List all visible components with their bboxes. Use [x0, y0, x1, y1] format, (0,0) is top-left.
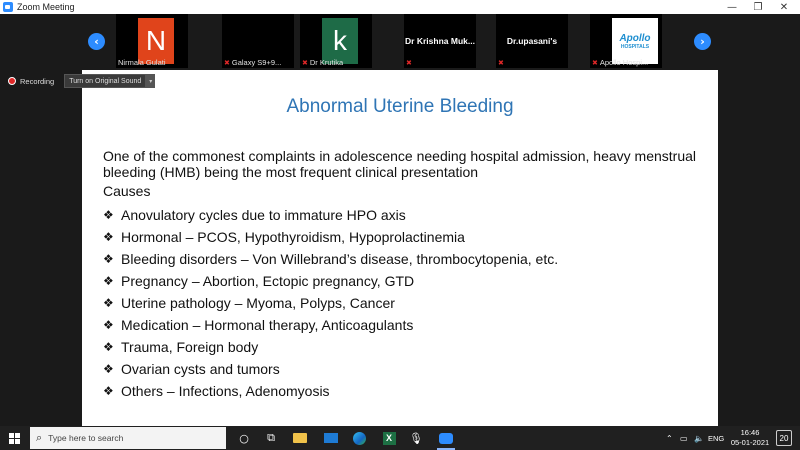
participant-status-row	[498, 58, 506, 67]
bullet-text: Uterine pathology – Myoma, Polyps, Cancer	[121, 295, 395, 311]
taskbar-clock[interactable]	[728, 428, 772, 448]
list-item	[103, 270, 558, 292]
participant-tile[interactable]	[496, 14, 568, 68]
muted-mic-icon: ✖	[592, 60, 598, 67]
task-view-icon[interactable]: ⧉	[267, 431, 275, 444]
microphone-icon[interactable]: 🎙	[409, 431, 423, 445]
taskbar-search[interactable]	[30, 427, 226, 449]
participant-name-row	[302, 58, 343, 67]
participant-tile[interactable]	[222, 14, 294, 68]
participant-tile[interactable]	[300, 14, 372, 68]
bullet-text: Others – Infections, Adenomyosis	[121, 383, 330, 399]
list-item	[103, 336, 558, 358]
start-button[interactable]	[0, 426, 28, 450]
avatar: k	[322, 18, 358, 64]
bullet-text: Pregnancy – Abortion, Ectopic pregnancy, GTD	[121, 273, 415, 289]
window-title: Zoom Meeting	[17, 2, 75, 12]
windows-taskbar	[0, 426, 800, 450]
participant-tile[interactable]	[116, 14, 188, 68]
notifications-badge[interactable]: 20	[776, 430, 792, 446]
edge-browser-icon[interactable]	[350, 429, 368, 447]
participant-tile[interactable]	[404, 14, 476, 68]
participant-gallery	[0, 14, 800, 70]
muted-mic-icon: ✖	[406, 60, 412, 67]
list-item	[103, 358, 558, 380]
list-item	[103, 292, 558, 314]
gallery-next-button[interactable]: ›	[694, 33, 711, 50]
file-explorer-icon[interactable]	[291, 429, 309, 447]
list-item	[103, 226, 558, 248]
minimize-button[interactable]: —	[727, 1, 737, 13]
network-icon[interactable]: ▭	[680, 433, 688, 443]
mail-icon[interactable]	[322, 429, 340, 447]
participant-name: Dr.upasani's	[506, 36, 558, 46]
list-item	[103, 248, 558, 270]
window-titlebar	[0, 0, 800, 14]
participant-tile[interactable]	[590, 14, 662, 68]
search-placeholder: Type here to search	[48, 433, 124, 443]
show-hidden-icons-chevron-icon[interactable]: ⌃	[666, 433, 673, 443]
chevron-down-icon[interactable]: ▾	[146, 74, 155, 88]
diamond-bullet-icon: ❖	[103, 362, 114, 376]
maximize-button[interactable]: ❐	[753, 1, 763, 13]
diamond-bullet-icon: ❖	[103, 230, 114, 244]
list-item	[103, 380, 558, 402]
slide-title: Abnormal Uterine Bleeding	[286, 96, 514, 117]
participant-name-row	[224, 58, 281, 67]
excel-icon[interactable]: X	[380, 429, 398, 447]
participant-name: Dr Krishna Muk...	[405, 36, 475, 46]
zoom-app-icon	[3, 2, 13, 12]
diamond-bullet-icon: ❖	[103, 384, 114, 398]
volume-icon[interactable]: 🔈	[694, 433, 704, 443]
diamond-bullet-icon: ❖	[103, 318, 114, 332]
recording-dot-icon	[8, 77, 16, 85]
language-indicator[interactable]: ENG	[708, 433, 725, 443]
original-sound-button[interactable]: Turn on Original Sound	[64, 74, 146, 88]
slide-intro: One of the commonest complaints in adolescence needing hospital admission, heavy menstrual bleeding (HMB) being the most frequent clinical presentation	[103, 148, 696, 180]
windows-logo-icon	[9, 433, 20, 444]
clock-time: 16:46	[740, 428, 760, 437]
bullet-text: Anovulatory cycles due to immature HPO axis	[121, 207, 406, 223]
logo-subtext: HOSPITALS	[620, 43, 650, 50]
causes-list	[103, 204, 558, 402]
recording-bar	[0, 72, 155, 90]
diamond-bullet-icon: ❖	[103, 274, 114, 288]
muted-mic-icon: ✖	[302, 60, 308, 67]
bullet-text: Bleeding disorders – Von Willebrand’s disease, thrombocytopenia, etc.	[121, 251, 559, 267]
zoom-taskbar-icon[interactable]	[437, 429, 455, 447]
muted-mic-icon: ✖	[498, 60, 504, 67]
search-icon: ⌕	[36, 431, 43, 444]
participant-name-row	[592, 58, 648, 67]
causes-heading: Causes	[103, 183, 151, 199]
list-item	[103, 314, 558, 336]
bullet-text: Medication – Hormonal therapy, Anticoagulants	[121, 317, 414, 333]
diamond-bullet-icon: ❖	[103, 340, 114, 354]
muted-mic-icon: ✖	[224, 60, 230, 67]
shared-screen-slide	[82, 70, 718, 426]
bullet-text: Ovarian cysts and tumors	[121, 361, 280, 377]
diamond-bullet-icon: ❖	[103, 208, 114, 222]
clock-date: 05-01-2021	[730, 438, 770, 447]
logo-text: Apollo	[619, 32, 651, 44]
participant-name: Dr Krutika	[309, 58, 344, 67]
participant-name: Nirmala Gulati	[118, 58, 166, 67]
list-item	[103, 204, 558, 226]
gallery-prev-button[interactable]: ‹	[88, 33, 105, 50]
bullet-text: Hormonal – PCOS, Hypothyroidism, Hypoprolactinemia	[121, 229, 465, 245]
participant-name: Galaxy S9+9...	[231, 58, 282, 67]
recording-label: Recording	[20, 76, 55, 86]
diamond-bullet-icon: ❖	[103, 252, 114, 266]
diamond-bullet-icon: ❖	[103, 296, 114, 310]
avatar: N	[138, 18, 174, 64]
participant-status-row	[406, 58, 414, 67]
participant-name: Apollo Hospi...	[599, 58, 649, 67]
close-button[interactable]: ✕	[779, 1, 789, 13]
cortana-icon[interactable]: ○	[239, 431, 249, 445]
bullet-text: Trauma, Foreign body	[121, 339, 259, 355]
